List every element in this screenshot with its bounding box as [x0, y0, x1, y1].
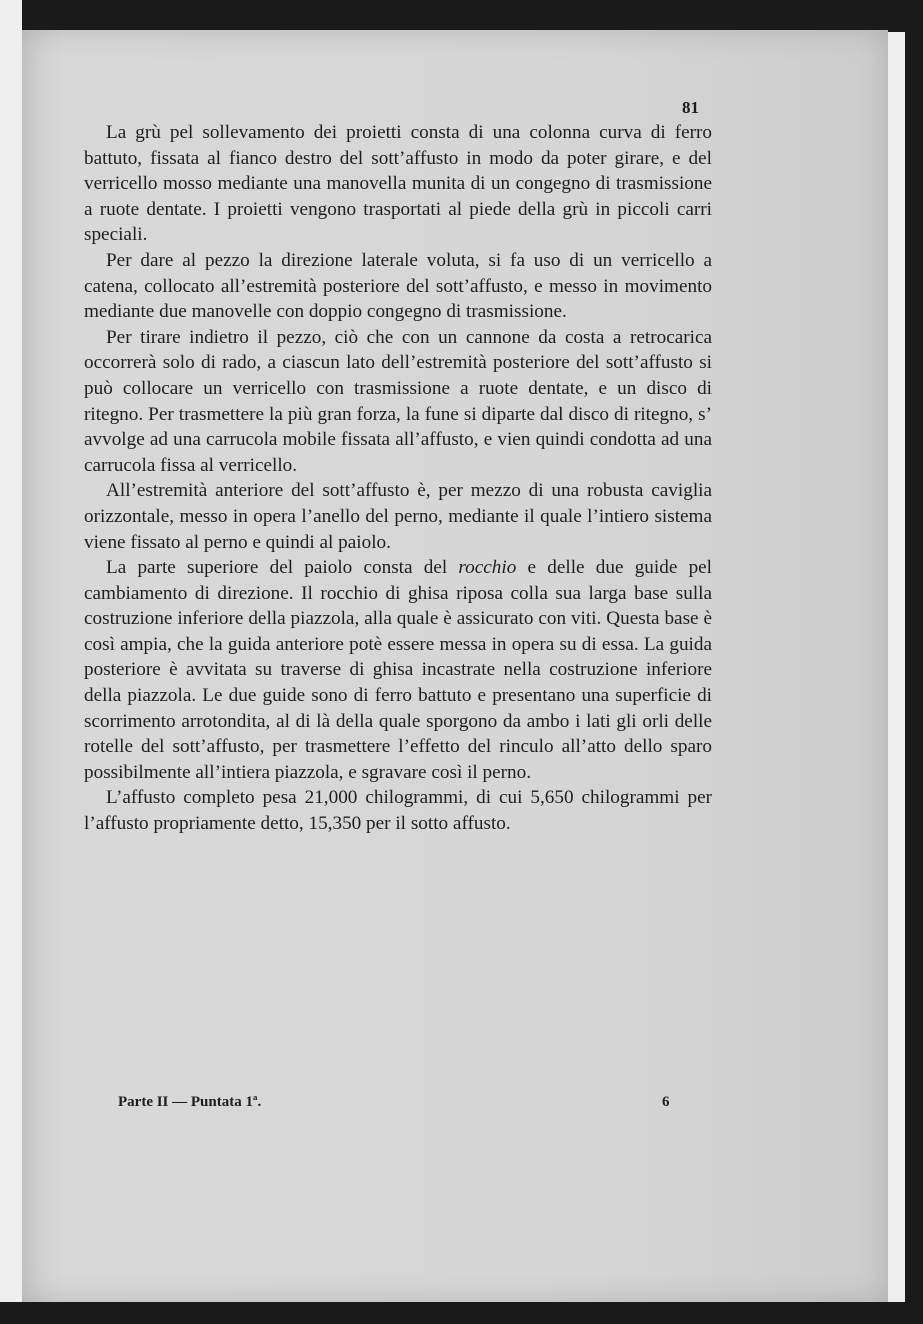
scan-bottom-border — [0, 1302, 923, 1324]
paragraph-tirare: Per tirare indietro il pezzo, ciò che con un cannone da costa a retrocarica occorrerà solo di rado, a ciascun lato dell’estremità posteriore del sott’affusto si può collocare un verricello con trasmissione a ruote dentate, e un disco di ritegno. Per trasmettere la più gran forza, la fune si diparte dal disco di ritegno, s’ avvolge ad una carrucola mobile fissata all’affusto, e vien quindi condotta ad una carrucola fissa al verricello. — [84, 326, 712, 476]
paragraph-paiolo-rest: e delle due guide pel cambiamento di direzione. Il rocchio di ghisa riposa colla sua larga base sulla costruzione inferiore della piazzola, alla quale è assicurato con viti. Questa base è così ampia, che la guida anteriore potè essere messa in opera su di essa. La guida posteriore è avvitata su traverse di ghisa incastrate nella costruzione inferiore della piazzola. Le due guide sono di ferro battuto e presentano una superficie di scorrimento arrotondita, al di là della quale sporgono da ambo i lati gli orli delle rotelle del sott’affusto, per trasmettere l’effetto del rinculo all’atto dello sparo possibilmente all’intiera piazzola, e sgravare così il perno. — [84, 557, 713, 783]
body-text — [84, 120, 712, 837]
scan-top-border — [22, 0, 923, 32]
footer-sheet-number: 6 — [662, 1094, 670, 1110]
page-number: 81 — [682, 98, 699, 117]
paragraph-paiolo — [84, 555, 712, 785]
paragraph-direzione: Per dare al pezzo la direzione laterale voluta, si fa uso di un verricello a catena, collocato all’estremità posteriore del sott’affusto, e messo in movimento mediante due manovelle con doppio congegno di trasmissione. — [84, 249, 712, 323]
term-rocchio: rocchio — [458, 557, 517, 579]
paragraph-gru: La grù pel sollevamento dei proietti consta di una colonna curva di ferro battuto, fissata al fianco destro del sott’affusto in modo da poter girare, e del verricello mosso mediante una manovella munita di un congegno di trasmissione a ruote dentate. I proietti vengono trasportati al piede della grù in piccoli carri speciali. — [84, 122, 712, 246]
paragraph-peso: L’affusto completo pesa 21,000 chilogrammi, di cui 5,650 chilogrammi per l’affusto propriamente detto, 15,350 per il sotto affusto. — [84, 787, 712, 835]
paragraph-estremita: All’estremità anteriore del sott’affusto è, per mezzo di una robusta caviglia orizzontale, messo in opera l’anello del perno, mediante il quale l’intiero sistema viene fissato al perno e quindi al paiolo. — [84, 480, 712, 553]
footer-signature: Parte II — Puntata 1ª. — [118, 1094, 262, 1110]
scan-right-border — [905, 0, 923, 1324]
paragraph-paiolo-start: La parte superiore del paiolo consta del — [106, 557, 459, 579]
